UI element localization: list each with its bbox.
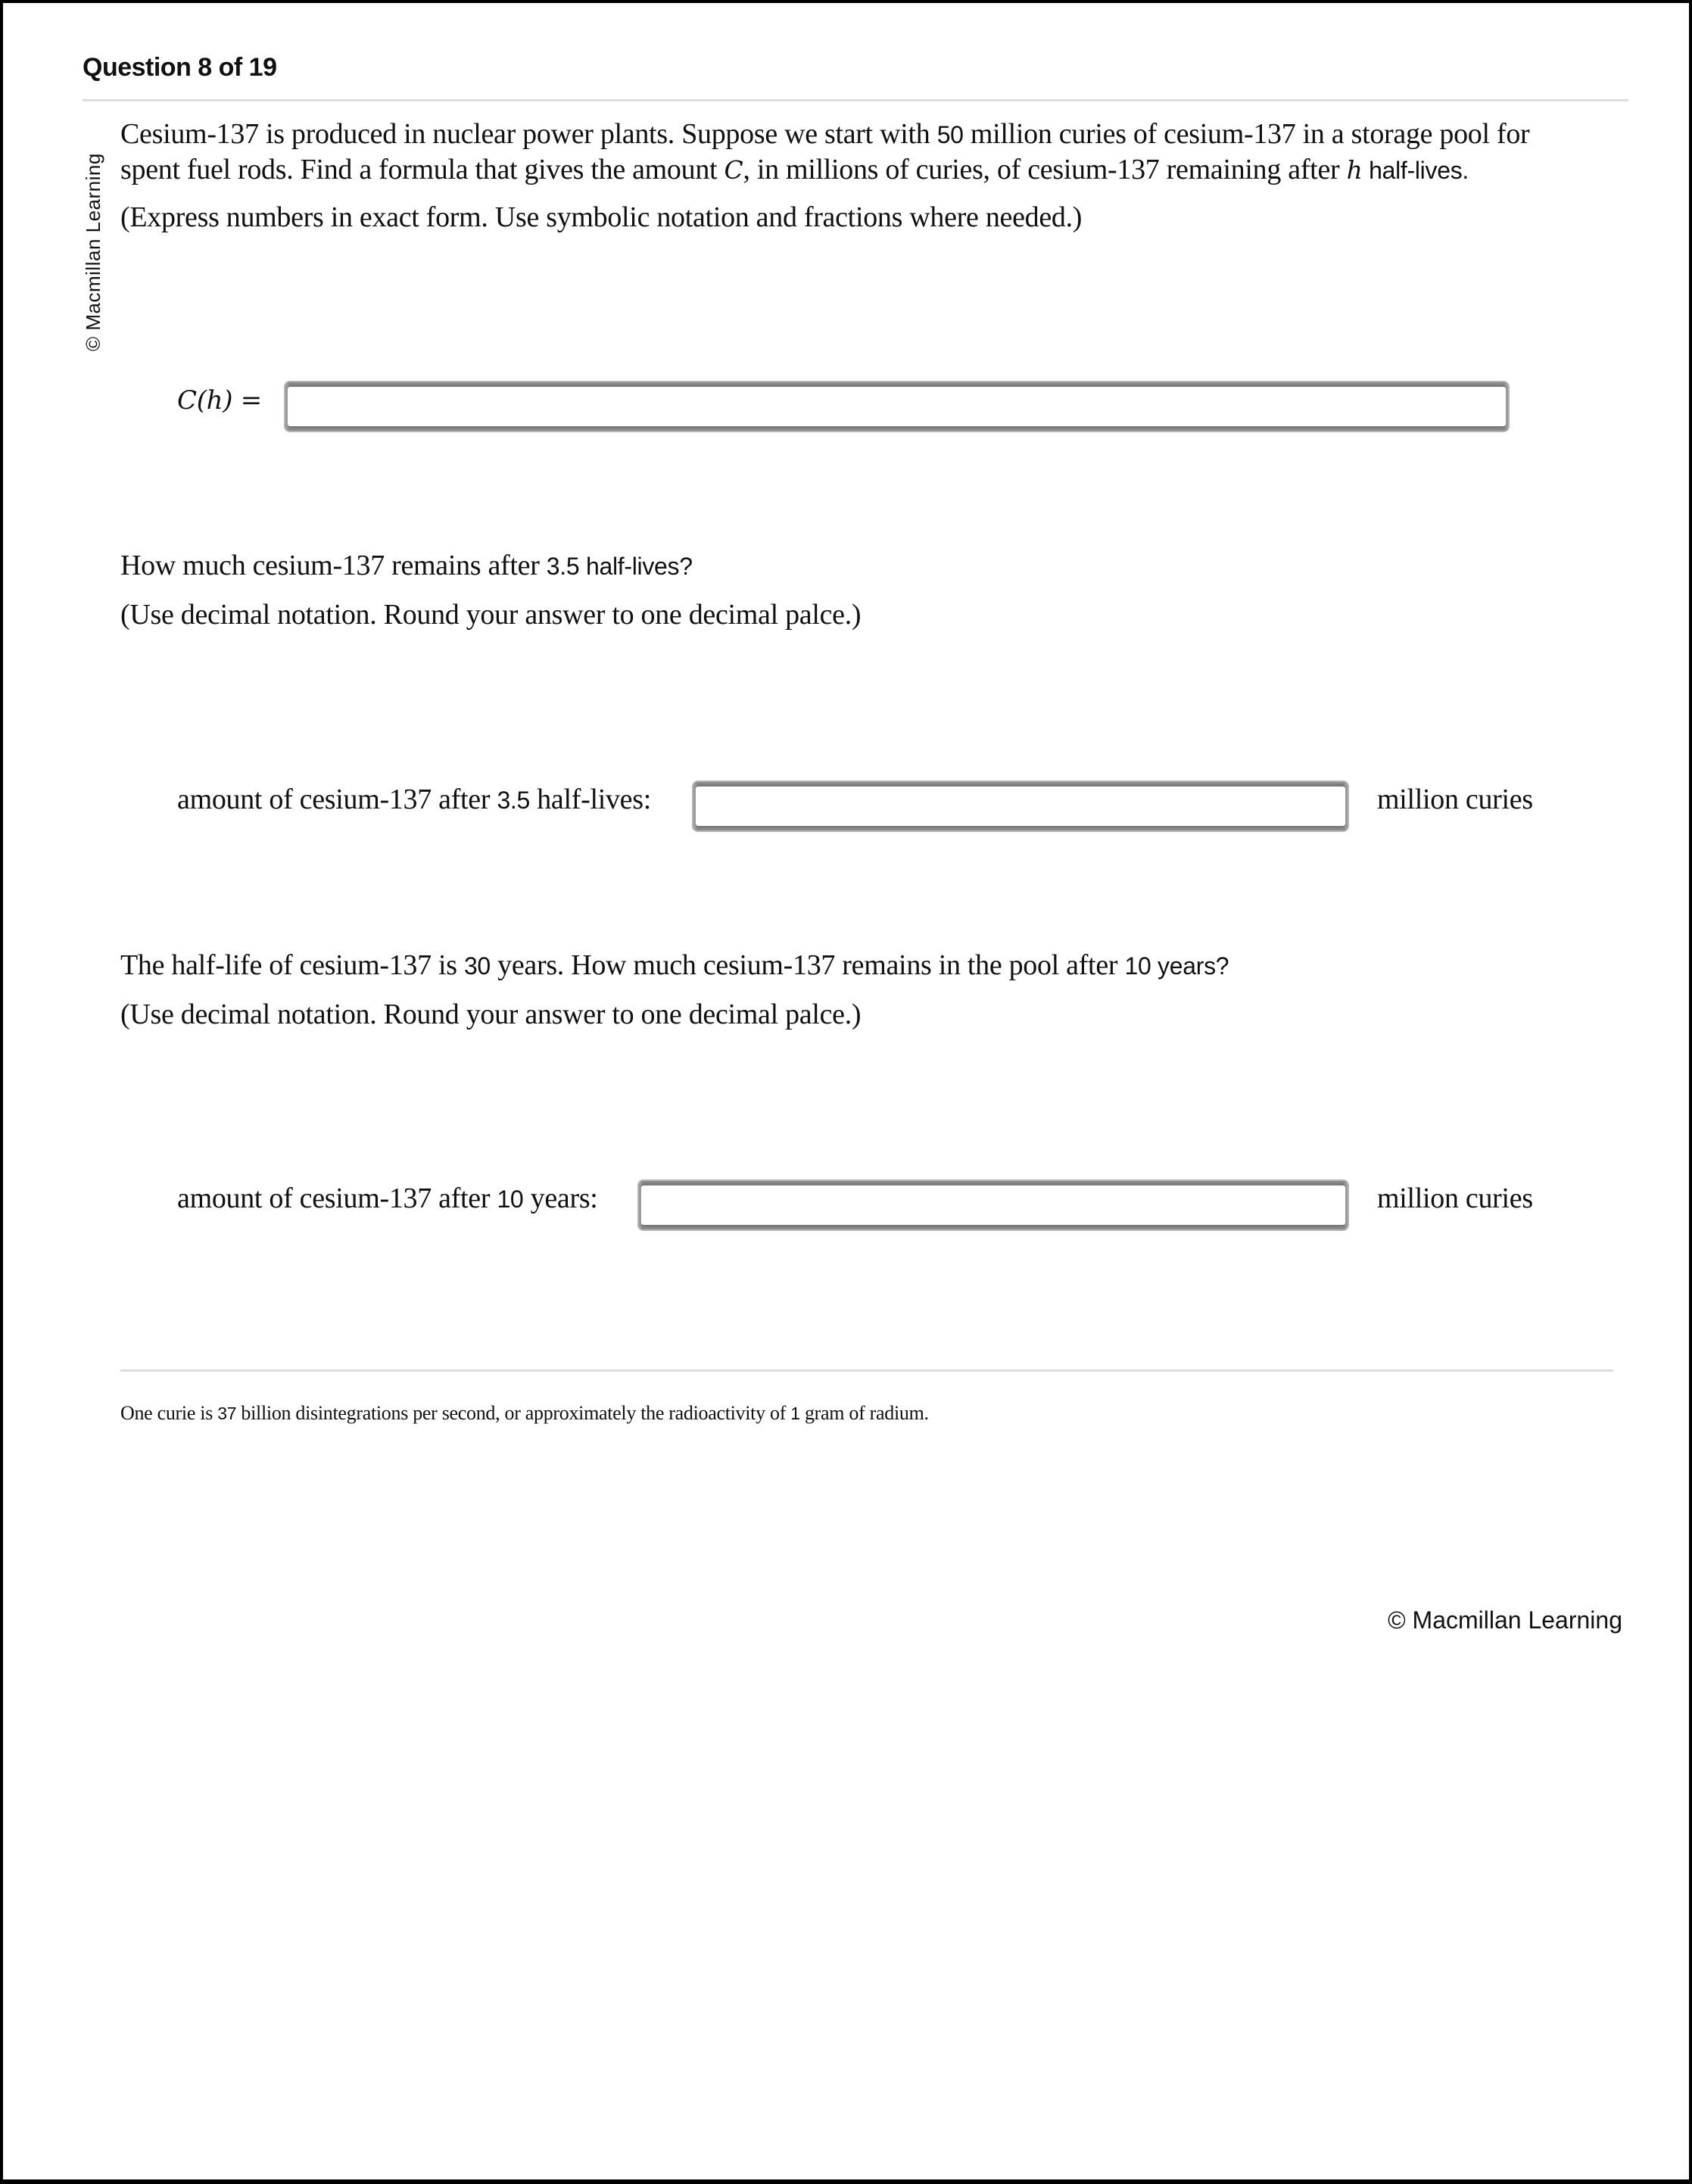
half-lives-value: 3.5 <box>546 553 580 580</box>
text: Cesium-137 is produced in nuclear power plants. Suppose we start with <box>120 118 937 150</box>
question-half-lives <box>120 548 693 584</box>
side-copyright: © Macmillan Learning <box>82 153 104 351</box>
text: amount of cesium-137 after <box>177 1182 497 1214</box>
label-number: 3.5 <box>497 787 531 814</box>
header-divider <box>83 99 1628 101</box>
question-counter: Question 8 of 19 <box>83 53 277 82</box>
instruction-decimal-2: (Use decimal notation. Round your answer to one decimal palce.) <box>120 999 862 1030</box>
text: amount of cesium-137 after <box>177 784 497 815</box>
years-answer-label <box>177 1182 598 1215</box>
copyright-footer: © Macmillan Learning <box>1388 1606 1622 1634</box>
variable-c: C <box>724 155 743 185</box>
text: One curie is <box>120 1402 218 1424</box>
number: 37 <box>217 1404 237 1423</box>
formula-input[interactable] <box>285 382 1508 431</box>
half-lives-answer-input[interactable] <box>693 782 1348 830</box>
question-years <box>120 948 1229 983</box>
footnote <box>120 1402 929 1425</box>
text: half-lives? <box>579 553 693 580</box>
label-number: 10 <box>497 1185 524 1213</box>
text: half-lives: <box>530 784 651 815</box>
number: 1 <box>790 1404 800 1423</box>
text: million curies of cesium-137 in a storage pool for spent fuel rods. Find a formula that gives the amount <box>120 118 1530 185</box>
half-life-years: 30 <box>463 952 491 980</box>
text: years: <box>523 1182 598 1214</box>
text: The half-life of cesium-137 is <box>120 949 464 981</box>
text: half-lives. <box>1362 157 1469 184</box>
years-value: 10 <box>1124 952 1151 980</box>
problem-statement <box>120 117 1589 188</box>
instruction-decimal-1: (Use decimal notation. Round your answer to one decimal palce.) <box>120 599 862 631</box>
half-lives-answer-label <box>177 783 651 816</box>
footnote-divider <box>120 1369 1613 1372</box>
instruction-exact: (Express numbers in exact form. Use symbolic notation and fractions where needed.) <box>120 201 1083 233</box>
initial-amount: 50 <box>936 121 964 148</box>
text: years. How much cesium-137 remains in the pool after <box>490 949 1125 981</box>
text: years? <box>1151 952 1229 980</box>
text: , in millions of curies, of cesium-137 remaining after <box>743 154 1347 185</box>
formula-label: C(h) = <box>177 385 262 416</box>
text: gram of radium. <box>799 1402 929 1424</box>
variable-h: h <box>1346 155 1363 185</box>
years-answer-input[interactable] <box>639 1181 1348 1229</box>
text: How much cesium-137 remains after <box>120 550 547 581</box>
unit-label: million curies <box>1377 784 1533 815</box>
text: billion disintegrations per second, or approximately the radioactivity of <box>236 1402 791 1424</box>
unit-label: million curies <box>1377 1182 1533 1214</box>
